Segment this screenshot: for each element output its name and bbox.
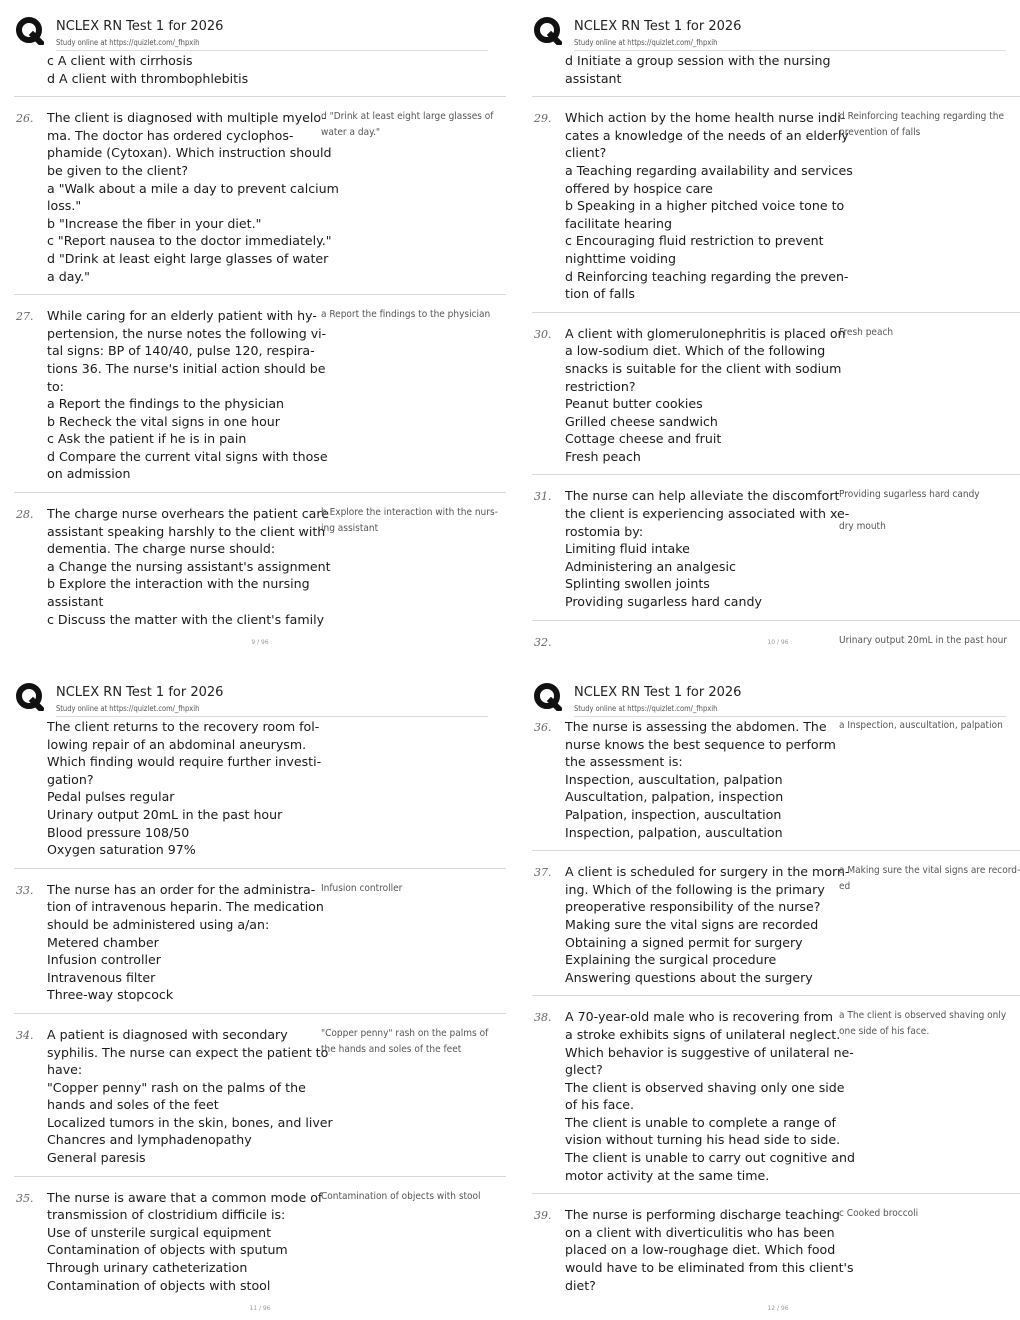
question-text [565, 325, 846, 466]
question-line: The charge nurse overhears the patient care [47, 506, 330, 522]
page-number: 11 / 96 [249, 1305, 271, 1312]
question-line: restriction? [565, 378, 636, 394]
question-line: ing. Which of the following is the primary [565, 881, 825, 897]
answer-text [321, 109, 494, 141]
question-line: Contamination of objects with stool [47, 1277, 271, 1293]
question-line: The nurse can help alleviate the discomfort [565, 488, 840, 504]
question-number: 26. [16, 112, 34, 126]
question-line: A client is scheduled for surgery in the morn- [565, 864, 850, 880]
question-line: The client returns to the recovery room fol- [47, 719, 320, 734]
question-line: General paresis [47, 1150, 146, 1166]
answer-line: Fresh peach [839, 326, 894, 338]
question-line: lowing repair of an abdominal aneurysm. [47, 736, 307, 752]
question-line: b Recheck the vital signs in one hour [47, 413, 280, 429]
question-line: ma. The doctor has ordered cyclophos- [47, 127, 294, 143]
question-line: Palpation, inspection, auscultation [565, 806, 782, 822]
question-line: diet? [565, 1277, 596, 1293]
question-item [14, 718, 506, 869]
document-subtitle: Study online at https://quizlet.com/_fhpxih [56, 38, 200, 47]
question-line: client? [565, 145, 607, 161]
question-item [532, 1008, 1020, 1194]
question-line: nighttime voiding [565, 250, 676, 266]
question-number: 27. [16, 310, 34, 324]
question-line: a Change the nursing assistant's assignment [47, 558, 331, 574]
answer-text [839, 1008, 1009, 1040]
question-text [565, 1206, 854, 1294]
answer-text [839, 487, 1009, 535]
question-line: Pedal pulses regular [47, 789, 175, 805]
question-line: assistant speaking harshly to the client with [47, 523, 326, 539]
page-header [532, 678, 1020, 718]
question-line: a day." [47, 268, 90, 284]
answer-text [321, 307, 491, 323]
answer-line: one side of his face. [839, 1026, 930, 1038]
question-line: motor activity at the same time. [565, 1167, 770, 1183]
question-line: snacks is suitable for the client with sodium [565, 360, 842, 376]
question-line: should be administered using a/an: [47, 916, 270, 932]
question-line: Contamination of objects with sputum [47, 1242, 288, 1258]
question-text [565, 52, 837, 87]
question-line: A 70-year-old male who is recovering from [565, 1009, 833, 1025]
answer-line: water a day." [321, 127, 380, 139]
question-line: Three-way stopcock [47, 987, 174, 1003]
question-item [532, 52, 1020, 97]
question-line: on admission [47, 466, 131, 482]
header-divider [574, 50, 1006, 51]
header-divider [56, 50, 488, 51]
question-line: Chancres and lymphadenopathy [47, 1132, 252, 1148]
answer-text [839, 325, 1009, 341]
question-line: tion of intravenous heparin. The medication [47, 899, 324, 915]
question-number: 35. [16, 1191, 34, 1205]
quizlet-logo-icon [16, 683, 44, 711]
question-line: Auscultation, palpation, inspection [565, 789, 784, 805]
header-divider [56, 716, 488, 717]
page-10 [532, 12, 1020, 652]
answer-text [321, 881, 491, 897]
question-line: the assessment is: [565, 754, 683, 770]
question-line: d Initiate a group session with the nursing [565, 53, 831, 68]
page-header [14, 12, 506, 52]
question-line: Which behavior is suggestive of unilateral ne- [565, 1044, 854, 1060]
question-line: Infusion controller [47, 952, 161, 968]
question-list [532, 718, 1020, 1303]
question-line: Which action by the home health nurse indi- [565, 110, 846, 126]
answer-line: Contamination of objects with stool [321, 1190, 481, 1202]
page-number: 9 / 96 [251, 639, 269, 646]
question-number: 36. [534, 721, 552, 734]
answer-line: dry mouth [839, 521, 886, 533]
question-line: Intravenous filter [47, 969, 156, 985]
answer-line: a Making sure the vital signs are record- [839, 865, 1020, 877]
answer-text [839, 1206, 1009, 1222]
question-line: A client with glomerulonephritis is placed on [565, 325, 846, 341]
question-line: Use of unsterile surgical equipment [47, 1224, 272, 1240]
question-number: 31. [534, 490, 552, 504]
page-12 [532, 678, 1020, 1318]
question-list [532, 52, 1020, 652]
document-title: NCLEX RN Test 1 for 2026 [574, 685, 742, 700]
question-text [47, 718, 322, 859]
question-line: Making sure the vital signs are recorded [565, 916, 819, 932]
question-line: tion of falls [565, 286, 635, 302]
document-title: NCLEX RN Test 1 for 2026 [574, 19, 742, 34]
question-line: c A client with cirrhosis [47, 53, 193, 68]
question-line: c Discuss the matter with the client's family [47, 611, 325, 627]
question-line: The nurse is performing discharge teaching [565, 1207, 840, 1223]
answer-line: Urinary output 20mL in the past hour [839, 634, 1008, 646]
question-line: d A client with thrombophlebitis [47, 70, 249, 86]
question-line: glect? [565, 1062, 603, 1078]
answer-line: d "Drink at least eight large glasses of [321, 111, 494, 123]
question-line: would have to be eliminated from this client's [565, 1260, 854, 1276]
question-line: tions 36. The nurse's initial action should be [47, 360, 326, 376]
question-line: The nurse has an order for the administra- [47, 881, 316, 897]
question-line: The client is diagnosed with multiple myelo- [47, 110, 326, 126]
quizlet-logo-icon [534, 17, 562, 45]
question-text [47, 109, 339, 285]
question-line: dementia. The charge nurse should: [47, 541, 276, 557]
question-item [14, 307, 506, 493]
page-header [14, 678, 506, 718]
quizlet-logo-icon [534, 683, 562, 711]
question-line: d Reinforcing teaching regarding the preven- [565, 268, 849, 284]
question-line: c Encouraging fluid restriction to prevent [565, 233, 824, 249]
question-line: Obtaining a signed permit for surgery [565, 934, 803, 950]
question-list [14, 52, 506, 637]
question-number: 28. [16, 508, 34, 522]
question-number: 38. [534, 1011, 552, 1025]
question-line: Limiting fluid intake [565, 541, 690, 557]
question-line: assistant [47, 594, 104, 610]
question-text [565, 1008, 855, 1184]
question-line: a Report the findings to the physician [47, 396, 285, 412]
question-line: Urinary output 20mL in the past hour [47, 806, 283, 822]
answer-line: c Cooked broccoli [839, 1208, 919, 1220]
question-text [47, 881, 324, 1004]
question-item [532, 863, 1020, 996]
question-line: The nurse is assessing the abdomen. The [565, 719, 827, 734]
question-line: phamide (Cytoxan). Which instruction should [47, 145, 332, 161]
question-line: gation? [47, 771, 94, 787]
page-11 [14, 678, 506, 1318]
question-line: vision without turning his head side to side. [565, 1132, 841, 1148]
question-item [532, 325, 1020, 476]
answer-line: a Inspection, auscultation, palpation [839, 720, 1003, 731]
document-title: NCLEX RN Test 1 for 2026 [56, 685, 224, 700]
question-line: offered by hospice care [565, 180, 713, 196]
question-item [14, 881, 506, 1014]
question-number: 34. [16, 1028, 34, 1042]
question-line: Inspection, palpation, auscultation [565, 824, 783, 840]
answer-line: ed [839, 881, 851, 893]
question-line: a stroke exhibits signs of unilateral neglect. [565, 1026, 841, 1042]
page-number: 10 / 96 [767, 639, 789, 646]
question-number: 37. [534, 866, 552, 880]
question-line: a low-sodium diet. Which of the following [565, 343, 826, 359]
answer-line: a The client is observed shaving only [839, 1010, 1007, 1022]
question-line: Splinting swollen joints [565, 576, 710, 592]
answer-line: Infusion controller [321, 882, 403, 894]
answer-line [839, 503, 1009, 519]
question-line: hands and soles of the feet [47, 1097, 219, 1113]
question-line: Inspection, auscultation, palpation [565, 771, 783, 787]
question-line: The client is unable to complete a range of [565, 1114, 836, 1130]
question-line: a Teaching regarding availability and services [565, 162, 853, 178]
question-line: assistant [565, 70, 622, 86]
question-line: d "Drink at least eight large glasses of water [47, 250, 329, 266]
answer-text [321, 1026, 491, 1058]
question-line: The client is unable to carry out cognitive and [565, 1150, 855, 1166]
question-line: of his face. [565, 1097, 635, 1113]
question-item [532, 1206, 1020, 1303]
question-line: Administering an analgesic [565, 558, 736, 574]
question-line: syphilis. The nurse can expect the patient to [47, 1044, 329, 1060]
question-number: 29. [534, 112, 552, 126]
question-line: on a client with diverticulitis who has been [565, 1224, 835, 1240]
question-text [47, 1189, 323, 1295]
question-line: d Compare the current vital signs with those [47, 448, 328, 464]
document-subtitle: Study online at https://quizlet.com/_fhpxih [574, 38, 718, 47]
question-number: 32. [534, 635, 552, 649]
question-text [47, 307, 328, 483]
answer-text [321, 505, 498, 537]
question-line: c Ask the patient if he is in pain [47, 431, 247, 447]
question-line: transmission of clostridium difficile is: [47, 1207, 286, 1223]
question-item [14, 505, 506, 637]
question-item [14, 1189, 506, 1304]
question-line: Cottage cheese and fruit [565, 431, 722, 447]
question-line: The client is observed shaving only one side [565, 1079, 845, 1095]
question-line: placed on a low-roughage diet. Which food [565, 1242, 836, 1258]
question-line: Grilled cheese sandwich [565, 413, 718, 429]
question-text [47, 1026, 333, 1167]
question-line: Localized tumors in the skin, bones, and liver [47, 1114, 333, 1130]
question-line: Answering questions about the surgery [565, 969, 813, 985]
question-line: b Speaking in a higher pitched voice tone to [565, 198, 845, 214]
question-number: 39. [534, 1209, 552, 1223]
question-text [47, 52, 319, 87]
document-title: NCLEX RN Test 1 for 2026 [56, 19, 224, 34]
question-line: Blood pressure 108/50 [47, 824, 190, 840]
question-line: Through urinary catheterization [47, 1260, 248, 1276]
quizlet-logo-icon [16, 17, 44, 45]
question-line: be given to the client? [47, 162, 189, 178]
answer-text [839, 718, 1009, 734]
question-line: nurse knows the best sequence to perform [565, 736, 836, 752]
question-line: A patient is diagnosed with secondary [47, 1026, 288, 1042]
page-header [532, 12, 1020, 52]
question-line: pertension, the nurse notes the following vi- [47, 325, 327, 341]
question-line: Oxygen saturation 97% [47, 842, 196, 858]
answer-line: a Report the findings to the physician [321, 309, 491, 321]
question-list [14, 718, 506, 1303]
question-item [14, 52, 506, 97]
question-number: 33. [16, 883, 34, 897]
question-line: "Copper penny" rash on the palms of the [47, 1079, 306, 1095]
question-number: 30. [534, 327, 552, 341]
question-line: preoperative responsibility of the nurse? [565, 899, 821, 915]
question-line: have: [47, 1062, 83, 1078]
question-line: b Explore the interaction with the nursing [47, 576, 310, 592]
question-line: a "Walk about a mile a day to prevent calcium [47, 180, 339, 196]
question-line: the client is experiencing associated with xe- [565, 506, 850, 522]
answer-line: "Copper penny" rash on the palms of [321, 1027, 489, 1039]
question-line: The nurse is aware that a common mode of [47, 1189, 323, 1205]
question-text [47, 505, 331, 628]
page-9 [14, 12, 506, 652]
question-line: While caring for an elderly patient with hy- [47, 308, 317, 324]
question-item [532, 109, 1020, 313]
document-subtitle: Study online at https://quizlet.com/_fhpxih [574, 704, 718, 713]
question-line: Which finding would require further investi- [47, 754, 322, 770]
question-line: loss." [47, 198, 82, 214]
question-item [532, 487, 1020, 620]
question-text [565, 863, 850, 986]
page-number: 12 / 96 [767, 1305, 789, 1312]
answer-line: prevention of falls [839, 127, 921, 139]
answer-line: the hands and soles of the feet [321, 1043, 462, 1055]
header-divider [574, 716, 1006, 717]
question-line: Fresh peach [565, 448, 641, 464]
document-subtitle: Study online at https://quizlet.com/_fhpxih [56, 704, 200, 713]
question-line: cates a knowledge of the needs of an elderly [565, 127, 849, 143]
question-line: Peanut butter cookies [565, 396, 703, 412]
question-text [565, 487, 850, 610]
question-line: to: [47, 378, 64, 394]
question-line: facilitate hearing [565, 215, 673, 231]
answer-text [839, 109, 1009, 141]
question-line: Metered chamber [47, 934, 159, 950]
answer-line: b Explore the interaction with the nurs- [321, 507, 498, 519]
question-line: b "Increase the fiber in your diet." [47, 215, 262, 231]
answer-line: Providing sugarless hard candy [839, 489, 980, 501]
question-line: rostomia by: [565, 523, 644, 539]
question-item [14, 109, 506, 295]
answer-line: ing assistant [321, 523, 379, 535]
question-text [565, 718, 837, 841]
question-item [532, 718, 1020, 851]
question-text [565, 109, 853, 303]
question-line: Providing sugarless hard candy [565, 594, 762, 610]
question-item [14, 1026, 506, 1177]
question-line: tal signs: BP of 140/40, pulse 120, respira- [47, 343, 315, 359]
question-line: c "Report nausea to the doctor immediately." [47, 233, 332, 249]
answer-text [839, 863, 1020, 895]
question-line: Explaining the surgical procedure [565, 952, 777, 968]
answer-text [321, 1189, 491, 1205]
answer-line: d Reinforcing teaching regarding the [839, 111, 1004, 123]
